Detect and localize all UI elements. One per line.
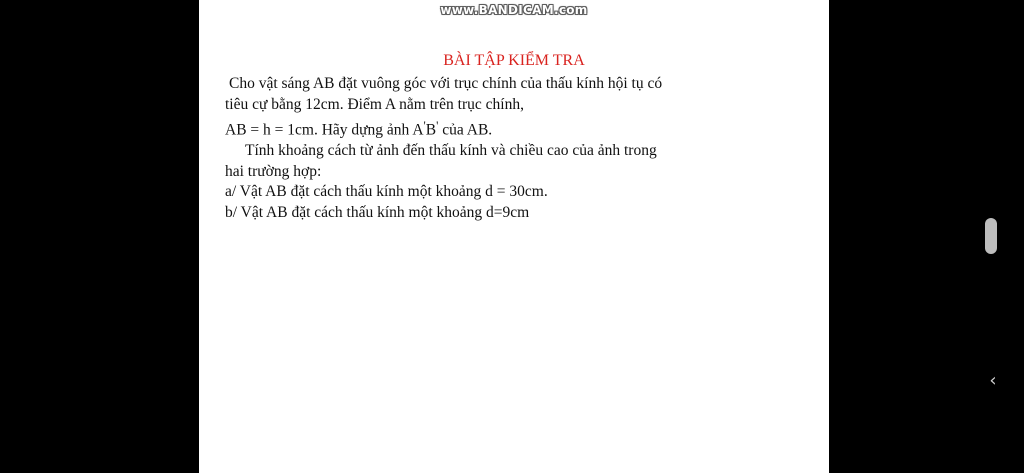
body-line-3 [225,116,725,141]
prime-mark-b: ' [436,118,439,133]
document-page [199,0,829,473]
body-line-4: Tính khoảng cách từ ảnh đến thấu kính và chiều cao của ảnh trong [245,141,657,159]
body-line-3-part-c: của AB. [438,120,493,138]
document-body [225,74,725,224]
body-line-1: Cho vật sáng AB đặt vuông góc với trục chính của thấu kính hội tụ có [229,75,663,92]
body-line-5: hai trường hợp: [225,162,322,180]
body-line-3-part-b: B [425,120,437,138]
scrollbar-thumb[interactable] [985,218,997,254]
body-line-2: tiêu cự bằng 12cm. Điểm A nằm trên trục chính, [225,95,524,113]
body-line-7: b/ Vật AB đặt cách thấu kính một khoảng d=9cm [225,204,530,222]
prime-mark-a: ' [423,118,426,133]
body-line-6: a/ Vật AB đặt cách thấu kính một khoảng d = 30cm. [225,183,548,201]
body-line-3-part-a: AB = h = 1cm. Hãy dựng ảnh A [225,120,424,138]
bandicam-watermark: www.BANDICAM.com [440,3,588,17]
chevron-left-icon[interactable]: ‹ [989,370,997,391]
document-title: BÀI TẬP KIỂM TRA [443,52,585,69]
